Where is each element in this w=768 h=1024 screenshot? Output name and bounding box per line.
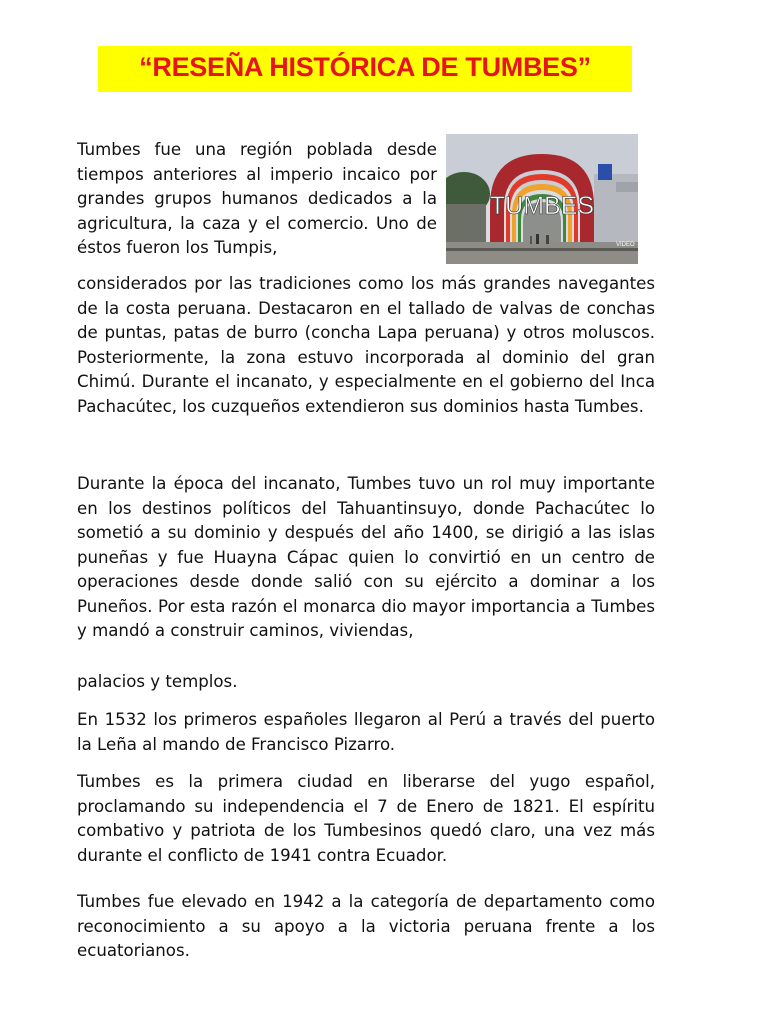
watermark-text: VIDEO	[616, 242, 635, 248]
tumbes-arch-photo	[446, 134, 638, 264]
paragraph-1-bottom: considerados por las tradiciones como los más grandes navegantes de la costa peruana. Destacaron en el tallado de valvas de conchas de puntas, patas de burro (concha Lapa peruana) y otros moluscos. Posteriormente, la zona estuvo incorporada al dominio del gran Chimú. Durante el incanato, y especialmente en el gobierno del Inca Pachacútec, los cuzqueños extendieron sus dominios hasta Tumbes.	[77, 274, 655, 416]
tumbes-arch-image	[446, 134, 638, 264]
paragraph-1-top: Tumbes fue una región poblada desde tiempos anteriores al imperio incaico por grandes grupos humanos dedicados a la agricultura, la caza y el comercio. Uno de éstos fueron los Tumpis,	[77, 140, 437, 257]
paragraph-5: Tumbes es la primera ciudad en liberarse del yugo español, proclamando su independencia el 7 de Enero de 1821. El espíritu combativo y patriota de los Tumbesinos quedó claro, una vez más durante el conflicto de 1941 contra Ecuador.	[77, 772, 655, 865]
page-title: “RESEÑA HISTÓRICA DE TUMBES”	[139, 52, 591, 82]
sign-text: TUMBES	[489, 192, 595, 220]
paragraph-6: Tumbes fue elevado en 1942 a la categoría de departamento como reconocimiento a su apoyo a la victoria peruana frente a los ecuatorianos.	[77, 892, 655, 960]
paragraph-4: En 1532 los primeros españoles llegaron al Perú a través del puerto la Leña al mando de Francisco Pizarro.	[77, 710, 655, 754]
paragraph-3: palacios y templos.	[77, 672, 238, 691]
paragraph-2: Durante la época del incanato, Tumbes tuvo un rol muy importante en los destinos políticos del Tahuantinsuyo, donde Pachacútec lo sometió a su dominio y después del año 1400, se dirigió a las islas puneñas y fue Huayna Cápac quien lo convirtió en un centro de operaciones desde donde salió con su ejército a dominar a los Puneños. Por esta razón el monarca dio mayor importancia a Tumbes y mandó a construir caminos, viviendas,	[77, 474, 655, 640]
